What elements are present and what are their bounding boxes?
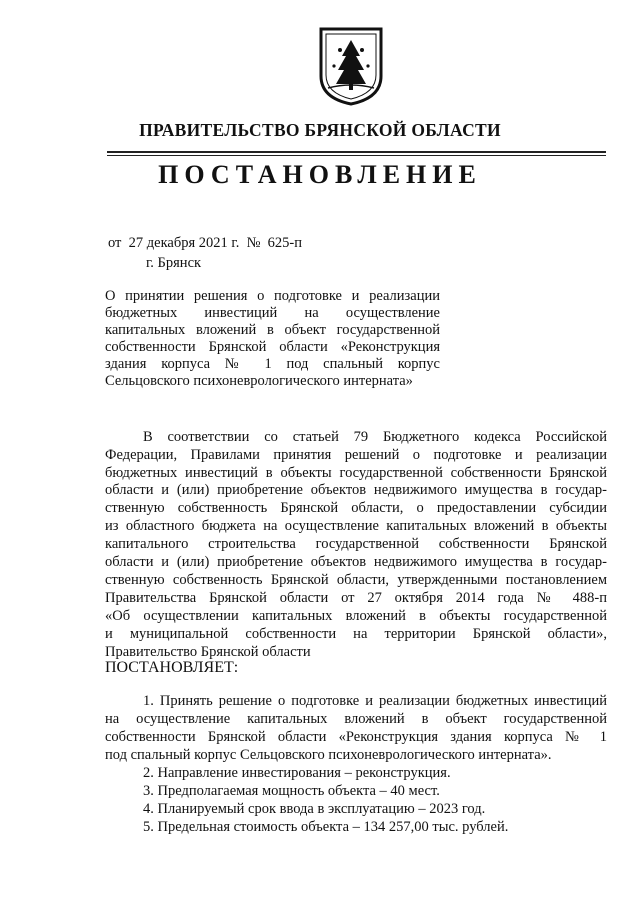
preamble-line: В соответствии со статьей 79 Бюджетного кодекса Российской [143, 429, 607, 445]
preamble-line: области и (или) приобретение объектов недвижимого имущества в государ- [105, 482, 607, 498]
preamble-line: ственную собственность Брянской области, о предоставлении субсидии [105, 500, 607, 516]
coat-of-arms-emblem [318, 26, 384, 106]
document-type-title: ПОСТАНОВЛЕНИЕ [158, 160, 482, 189]
preamble-line: «Об осуществлении капитальных вложений в объекты государственной [105, 608, 607, 624]
item-line: 1. Принять решение о подготовке и реализации бюджетных инвестиций [143, 693, 607, 709]
decree-word: ПОСТАНОВЛЯЕТ: [105, 659, 239, 676]
preamble-line: и муниципальной собственности на территории Брянской области», [105, 626, 607, 642]
city: г. Брянск [146, 255, 202, 271]
list-item: 5. Предельная стоимость объекта – 134 257,00 тыс. рублей. [143, 819, 509, 835]
preamble-line: ственную собственность Брянской области, утвержденными постановлением [105, 572, 607, 588]
preamble-line: Федерации, Правилами принятия решений о подготовке и реализации [105, 447, 607, 463]
header-rule-thick [107, 151, 606, 153]
item-line: собственности Брянской области «Реконструкция здания корпуса № 1 [105, 729, 607, 745]
preamble-line: области и (или) приобретение объектов недвижимого имущества в государ- [105, 554, 607, 570]
preamble-line: бюджетных инвестиций в объекты государственной собственности Брянской [105, 465, 607, 481]
item-line: под спальный корпус Сельцовского психоневрологического интерната». [105, 747, 552, 763]
date-and-number: от 27 декабря 2021 г. № 625-п [108, 235, 303, 251]
preamble-line: Правительства Брянской области от 27 октября 2014 года № 488-п [105, 590, 607, 606]
subject-text: О принятии решения о подготовке и реализации бюджетных инвестиций на осуществление капитальных вложений в объект государственной собственности Брянской области «Реконструкция здания корпуса № 1 под спальный корпус Сельцовского психоневрологического интерната» [105, 288, 440, 389]
header-rule-thin [107, 155, 606, 156]
preamble-line: из областного бюджета на осуществление капитальных вложений в объекты [105, 518, 607, 534]
list-item: 4. Планируемый срок ввода в эксплуатацию – 2023 год. [143, 801, 486, 817]
organization-title: ПРАВИТЕЛЬСТВО БРЯНСКОЙ ОБЛАСТИ [139, 120, 501, 140]
list-item: 2. Направление инвестирования – реконструкция. [143, 765, 451, 781]
preamble-line: Правительство Брянской области [105, 644, 311, 660]
document-subject [105, 288, 440, 390]
list-item: 3. Предполагаемая мощность объекта – 40 мест. [143, 783, 440, 799]
item-line: на осуществление капитальных вложений в объект государственной [105, 711, 607, 727]
preamble-line: капитального строительства государственной собственности Брянской [105, 536, 607, 552]
